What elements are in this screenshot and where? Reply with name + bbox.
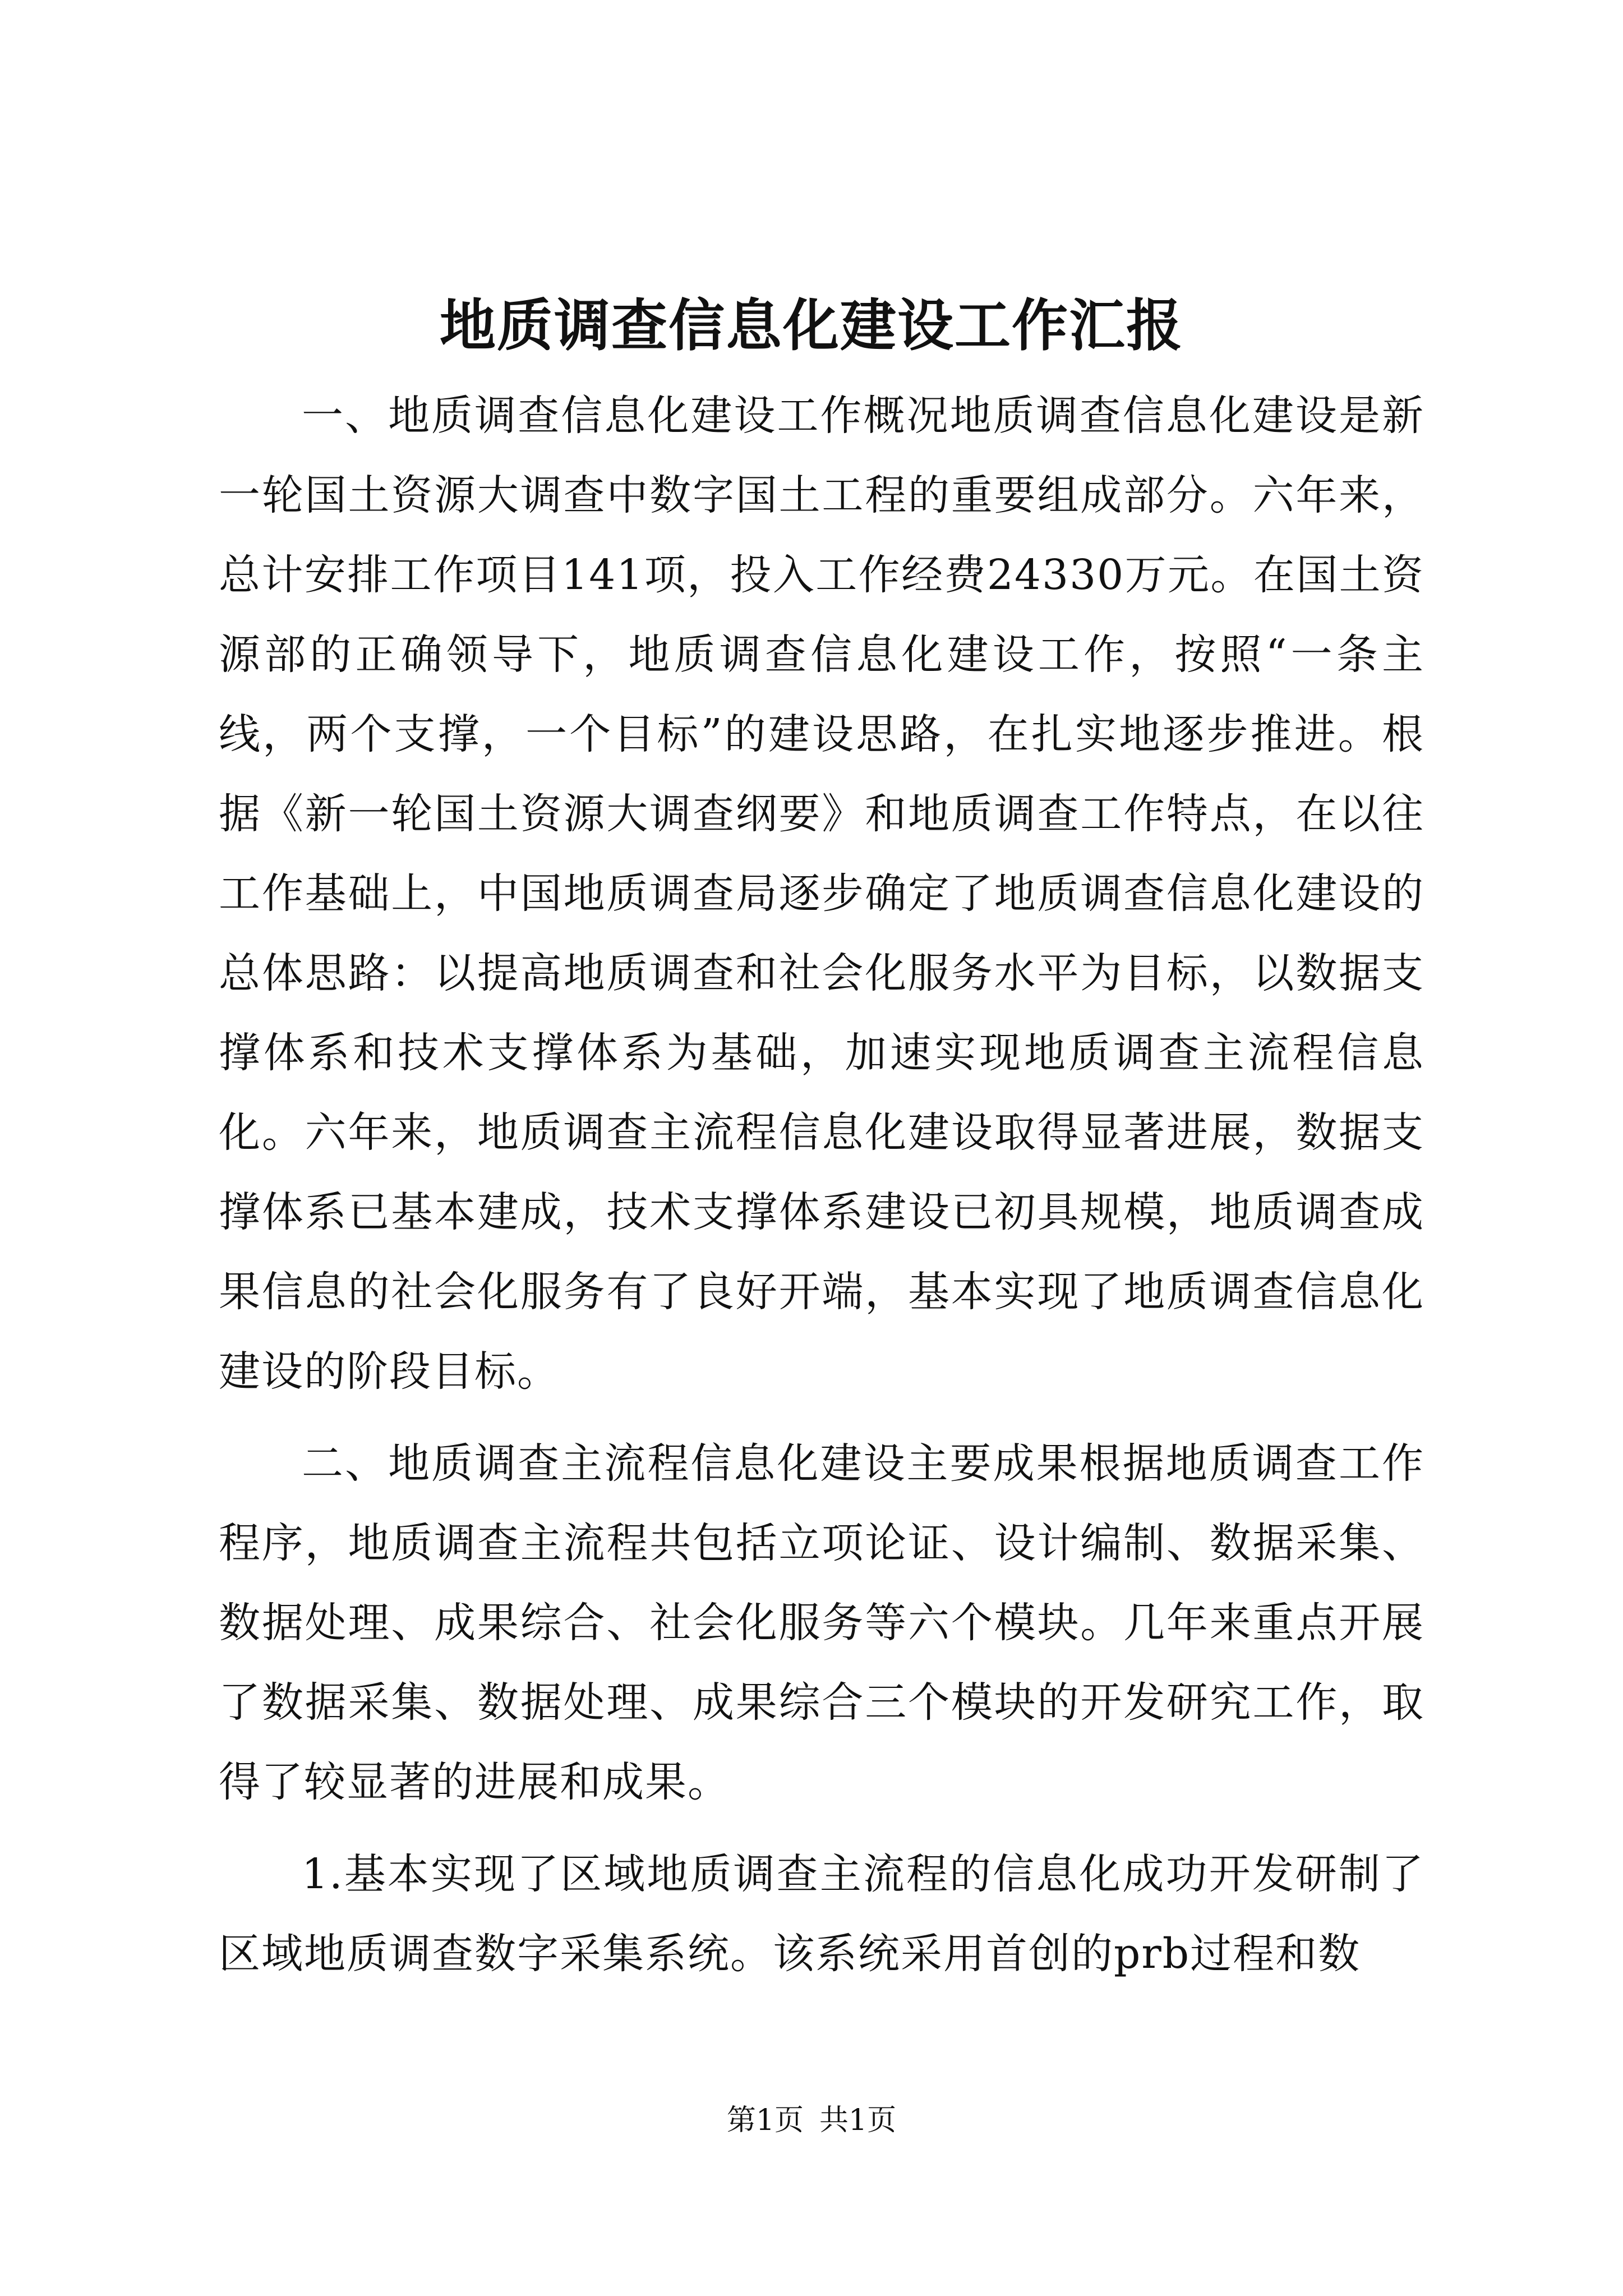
paragraph-regional-survey: 1.基本实现了区域地质调查主流程的信息化成功开发研制了区域地质调查数字采集系统。该系统采用首创的prb过程和数 [219,1850,1424,1978]
paragraph-overview: 一、地质调查信息化建设工作概况地质调查信息化建设是新一轮国土资源大调查中数字国土工程的重要组成部分。六年来，总计安排工作项目141项，投入工作经费24330万元。在国土资源部的正确领导下，地质调查信息化建设工作，按照“一条主线，两个支撑，一个目标”的建设思路，在扎实地逐步推进。根据《新一轮国土资源大调查纲要》和地质调查工作特点，在以往工作基础上，中国地质调查局逐步确定了地质调查信息化建设的总体思路：以提高地质调查和社会化服务水平为目标，以数据支撑体系和技术支撑体系为基础，加速实现地质调查主流程信息化。六年来，地质调查主流程信息化建设取得显著进展，数据支撑体系已基本建成，技术支撑体系建设已初具规模，地质调查成果信息的社会化服务有了良好开端，基本实现了地质调查信息化建设的阶段目标。 [219,392,1424,1396]
paragraph-main-results: 二、地质调查主流程信息化建设主要成果根据地质调查工作程序，地质调查主流程共包括立项论证、设计编制、数据采集、数据处理、成果综合、社会化服务等六个模块。几年来重点开展了数据采集、数据处理、成果综合三个模块的开发研究工作，取得了较显著的进展和成果。 [219,1439,1424,1806]
page-number: 第1页 [726,2104,804,2137]
document-body [219,376,1424,2006]
document-title: 地质调查信息化建设工作汇报 [440,292,1183,358]
page-total: 共1页 [819,2104,897,2137]
page-footer [0,2098,1623,2143]
